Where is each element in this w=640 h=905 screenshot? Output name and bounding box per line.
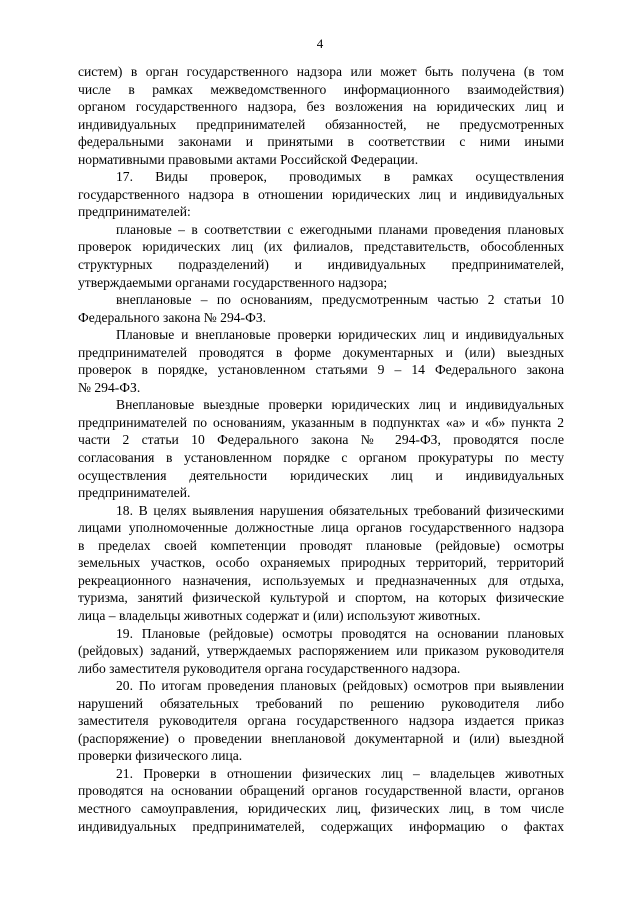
text-line: индивидуальных предпринимателей, содержащих информацию о фактах bbox=[78, 818, 564, 834]
text-line: 21. Проверки в отношении физических лиц – владельцев животных bbox=[116, 765, 564, 781]
text-line: заместителя руководителя органа государственного надзора издается приказ bbox=[78, 713, 564, 729]
text-line: предпринимателей. bbox=[78, 485, 191, 501]
text-line: рекреационного назначения, используемых и предназначенных для отдыха, bbox=[78, 572, 564, 588]
text-line: 17. Виды проверок, проводимых в рамках осуществления bbox=[116, 169, 564, 185]
text-line: части 2 статьи 10 Федерального закона № 294-ФЗ, проводятся после bbox=[78, 432, 564, 448]
paragraph bbox=[78, 625, 564, 678]
paragraph bbox=[78, 396, 564, 501]
text-line: (рейдовых) заданий, утверждаемых распоряжением или приказом руководителя bbox=[78, 643, 564, 659]
text-line: нарушений обязательных требований по решению руководителя либо bbox=[78, 695, 564, 711]
paragraph bbox=[78, 502, 564, 625]
paragraph bbox=[78, 677, 564, 765]
text-line: лица – владельцы животных содержат и (или) используют животных. bbox=[78, 607, 481, 623]
paragraph bbox=[78, 63, 564, 168]
paragraph bbox=[78, 291, 564, 326]
text-line: внеплановые – по основаниям, предусмотренным частью 2 статьи 10 bbox=[116, 292, 564, 308]
text-line: Внеплановые выездные проверки юридических лиц и индивидуальных bbox=[116, 397, 564, 413]
text-line: проверок в порядке, установленном статьями 9 – 14 Федерального закона bbox=[78, 362, 564, 378]
text-line: 18. В целях выявления нарушения обязательных требований физическими bbox=[116, 502, 564, 518]
text-line: федеральными законами и принятыми в соответствии с ними иными bbox=[78, 134, 564, 150]
text-line: проверки физического лица. bbox=[78, 748, 243, 764]
text-line: числе в рамках межведомственного информационного взаимодействия) bbox=[78, 81, 564, 97]
text-line: проверок юридических лиц (их филиалов, представительств, обособленных bbox=[78, 239, 564, 255]
paragraph bbox=[78, 168, 564, 221]
text-line: местного самоуправления, юридических лиц, физических лиц, в том числе bbox=[78, 800, 564, 816]
text-line: 19. Плановые (рейдовые) осмотры проводятся на основании плановых bbox=[116, 625, 564, 641]
text-line: плановые – в соответствии с ежегодными планами проведения плановых bbox=[116, 221, 564, 237]
text-line: в пределах своей компетенции проводят плановые (рейдовые) осмотры bbox=[78, 537, 564, 553]
text-line: 20. По итогам проведения плановых (рейдовых) осмотров при выявлении bbox=[116, 678, 564, 694]
text-line: проводятся на основании обращений органов государственной власти, органов bbox=[78, 783, 564, 799]
text-line: лицами уполномоченные должностные лица органов государственного надзора bbox=[78, 520, 564, 536]
paragraph bbox=[78, 326, 564, 396]
text-line: (распоряжение) о проведении внеплановой документарной и (или) выездной bbox=[78, 730, 564, 746]
text-line: предпринимателей по основаниям, указанным в подпунктах «а» и «б» пункта 2 bbox=[78, 414, 564, 430]
document-text bbox=[78, 63, 564, 835]
text-line: систем) в орган государственного надзора или может быть получена (в том bbox=[78, 64, 564, 79]
text-line: утверждаемыми органами государственного надзора; bbox=[78, 274, 388, 290]
paragraph bbox=[78, 221, 564, 291]
text-line: нормативными правовыми актами Российской Федерации. bbox=[78, 151, 419, 167]
text-line: органом государственного надзора, без возложения на юридических лиц и bbox=[78, 99, 564, 115]
text-line: туризма, занятий физической культурой и спортом, на которых физические bbox=[78, 590, 564, 606]
text-line: государственного надзора в отношении юридических лиц и индивидуальных bbox=[78, 186, 564, 202]
text-line: Плановые и внеплановые проверки юридических лиц и индивидуальных bbox=[116, 327, 564, 343]
text-line: либо заместителя руководителя органа государственного надзора. bbox=[78, 660, 461, 676]
page-number: 4 bbox=[316, 36, 324, 51]
text-line: № 294-ФЗ. bbox=[78, 379, 141, 395]
text-line: земельных участков, особо охраняемых природных территорий, территорий bbox=[78, 555, 564, 571]
text-line: структурных подразделений) и индивидуальных предпринимателей, bbox=[78, 257, 564, 273]
text-line: предпринимателей: bbox=[78, 204, 191, 220]
text-line: осуществления деятельности юридических лиц и индивидуальных bbox=[78, 467, 564, 483]
text-line: согласования в установленном порядке с органом прокуратуры по месту bbox=[78, 450, 564, 466]
text-line: индивидуальных предпринимателей обязанностей, не предусмотренных bbox=[78, 116, 564, 132]
paragraph bbox=[78, 765, 564, 835]
text-line: Федерального закона № 294-ФЗ. bbox=[78, 309, 267, 325]
text-line: предпринимателей проводятся в форме документарных и (или) выездных bbox=[78, 344, 564, 360]
